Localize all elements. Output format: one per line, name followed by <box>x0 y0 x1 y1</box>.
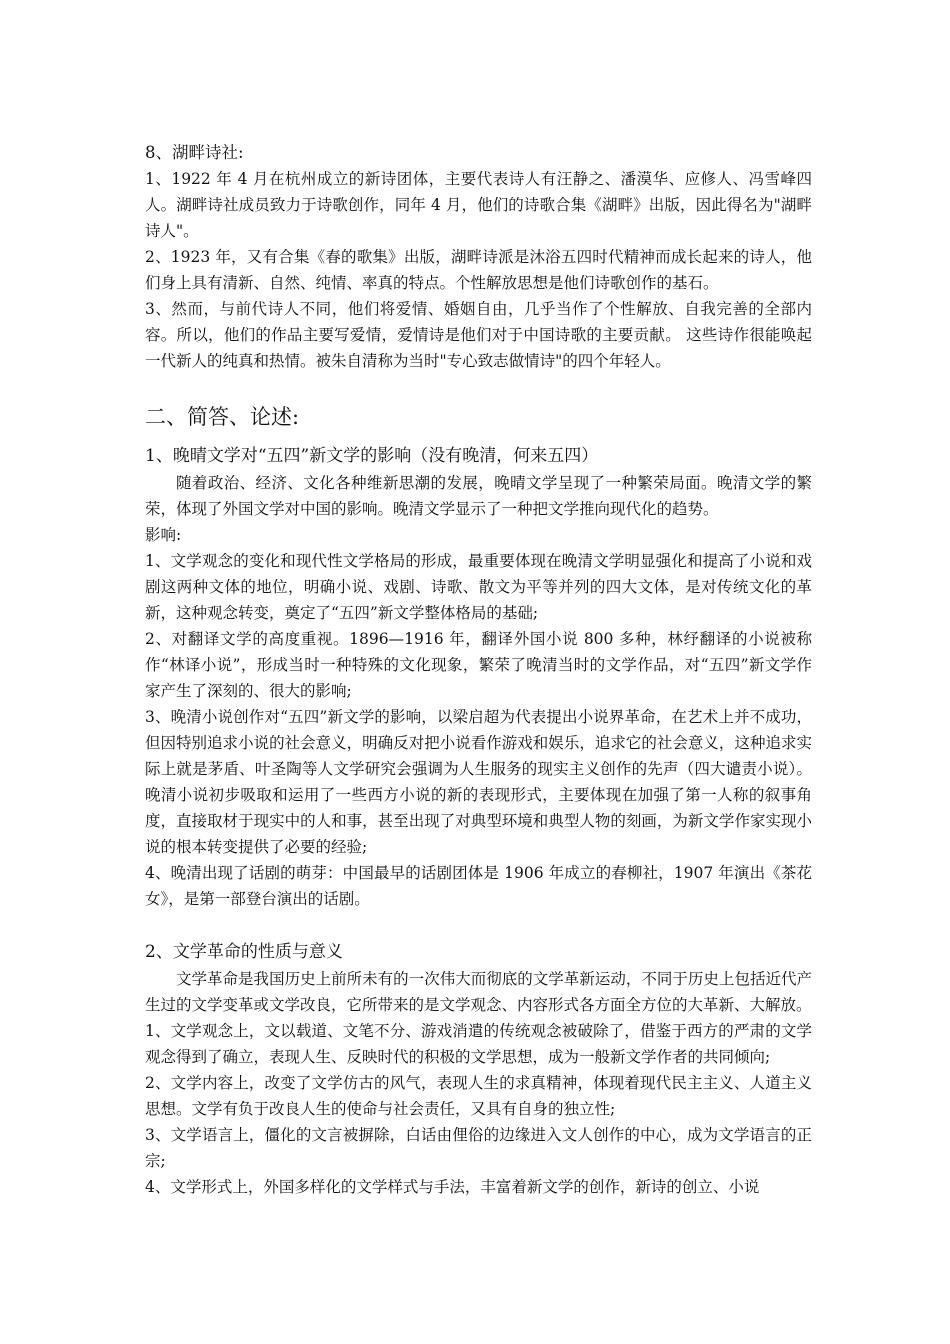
question-1-intro: 随着政治、经济、文化各种维新思潮的发展，晚晴文学呈现了一种繁荣局面。晚清文学的繁荣，体现了外国文学对中国的影响。晚清文学显示了一种把文学推向现代化的趋势。 <box>145 474 812 518</box>
question-1-point-4: 4、晚清出现了话剧的萌芽：中国最早的话剧团体是 1906 年成立的春柳社，1907 年演出《茶花女》，是第一部登台演出的话剧。 <box>145 864 812 908</box>
section-8-paragraph-1: 1、1922 年 4 月在杭州成立的新诗团体，主要代表诗人有汪静之、潘漠华、应修人、冯雪峰四人。湖畔诗社成员致力于诗歌创作，同年 4 月，他们的诗歌合集《湖畔》出版，因此得名为"湖畔诗人"。 <box>145 170 812 240</box>
question-1-title: 1、晚晴文学对“五四”新文学的影响（没有晚清，何来五四） <box>145 446 599 466</box>
question-1-label: 影响: <box>145 526 182 544</box>
question-2-point-4: 4、文学形式上，外国多样化的文学样式与手法，丰富着新文学的创作，新诗的创立、小说 <box>145 1178 760 1196</box>
section-8-paragraph-3: 3、然而，与前代诗人不同，他们将爱情、婚姻自由，几乎当作了个性解放、自我完善的全部内容。所以，他们的作品主要写爱情，爱情诗是他们对于中国诗歌的主要贡献。 这些诗作很能唤起一代新人的纯真和热情。被朱自清称为当时"专心致志做情诗"的四个年轻人。 <box>145 300 812 370</box>
question-1-point-2: 2、对翻译文学的高度重视。1896—1916 年，翻译外国小说 800 多种，林纾翻译的小说被称作“林译小说”，形成当时一种特殊的文化现象，繁荣了晚清当时的文学作品，对“五四”新文学作家产生了深刻的、很大的影响; <box>145 630 812 700</box>
part-2-heading: 二、简答、论述: <box>145 405 300 429</box>
question-2-point-3: 3、文学语言上，僵化的文言被摒除，白话由俚俗的边缘进入文人创作的中心，成为文学语言的正宗; <box>145 1126 812 1170</box>
question-2-point-1: 1、文学观念上，文以载道、文笔不分、游戏消遣的传统观念被破除了，借鉴于西方的严肃的文学观念得到了确立，表现人生、反映时代的积极的文学思想，成为一般新文学作者的共同倾向; <box>145 1022 812 1066</box>
question-2-point-2: 2、文学内容上，改变了文学仿古的风气，表现人生的求真精神，体现着现代民主主义、人道主义思想。文学有负于改良人生的使命与社会责任，又具有自身的独立性; <box>145 1074 812 1118</box>
question-2-intro: 文学革命是我国历史上前所未有的一次伟大而彻底的文学革新运动，不同于历史上包括近代产生过的文学变革或文学改良，它所带来的是文学观念、内容形式各方面全方位的大革新、大解放。 <box>145 970 812 1014</box>
question-2-title: 2、文学革命的性质与意义 <box>145 942 343 962</box>
section-8-paragraph-2: 2、1923 年，又有合集《春的歌集》出版，湖畔诗派是沐浴五四时代精神而成长起来的诗人，他们身上具有清新、自然、纯情、率真的特点。个性解放思想是他们诗歌创作的基石。 <box>145 248 812 292</box>
document-body <box>145 140 812 1200</box>
section-8-title: 8、湖畔诗社: <box>145 143 244 162</box>
question-1-point-1: 1、文学观念的变化和现代性文学格局的形成，最重要体现在晚清文学明显强化和提高了小说和戏剧这两种文体的地位，明确小说、戏剧、诗歌、散文为平等并列的四大文体，是对传统文化的革新，这种观念转变，奠定了“五四”新文学整体格局的基础; <box>145 552 812 622</box>
question-1-point-3: 3、晚清小说创作对“五四”新文学的影响，以梁启超为代表提出小说界革命，在艺术上并不成功，但因特别追求小说的社会意义，明确反对把小说看作游戏和娱乐，追求它的社会意义，这种追求实际上就是茅盾、叶圣陶等人文学研究会强调为人生服务的现实主义创作的先声（四大谴责小说）。晚清小说初步吸取和运用了一些西方小说的新的表现形式，主要体现在加强了第一人称的叙事角度，直接取材于现实中的人和事，甚至出现了对典型环境和典型人物的刻画，为新文学作家实现小说的根本转变提供了必要的经验; <box>145 708 812 856</box>
